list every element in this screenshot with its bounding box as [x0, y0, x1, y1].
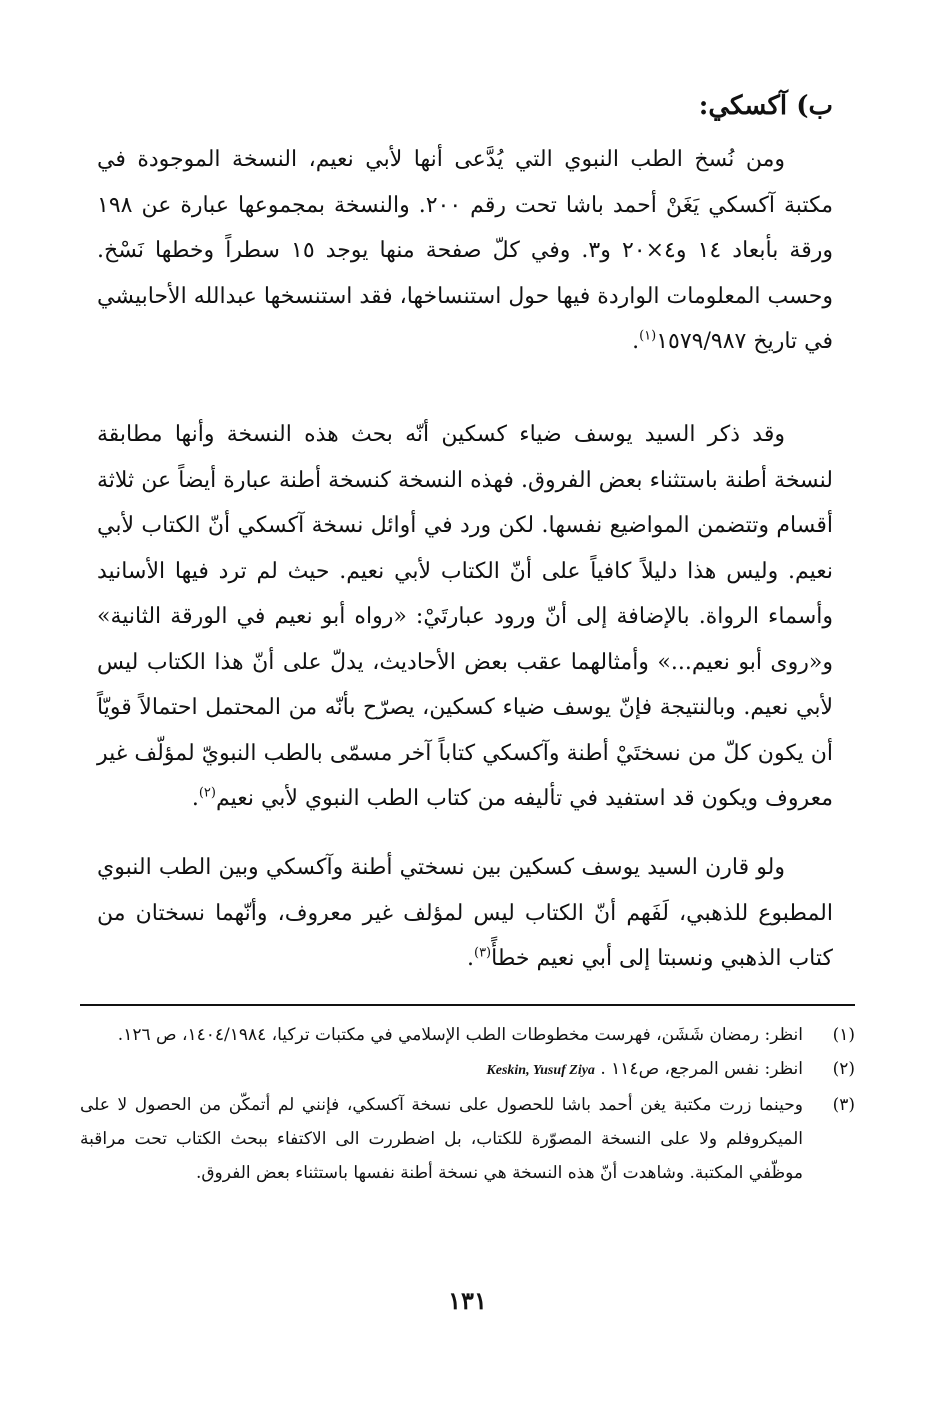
footnote-item [80, 1052, 855, 1088]
footnote-text: وحينما زرت مكتبة يغن أحمد باشا للحصول على نسخة آكسكي، فإنني لم أتمكّن من الحصول لا على الميكروفلم ولا على النسخة المصوّرة للكتاب، بل اضطررت الى الاكتفاء ببحث الكتاب تحت مراقبة موظّفي المكتبة. وشاهدت أنّ هذه النسخة هي نسخة أطنة نفسها باستثناء بعض الفروق. [80, 1095, 803, 1183]
footnote-item [80, 1088, 855, 1190]
footnote-item [80, 1018, 855, 1052]
paragraph-end: . [191, 786, 199, 811]
paragraph-text: وقد ذكر السيد يوسف ضياء كسكين أنّه بحث هذه النسخة وأنها مطابقة لنسخة أطنة باستثناء بعض الفروق. فهذه النسخة كنسخة أطنة عبارة أيضاً عن ثلاثة أقسام وتتضمن المواضيع نفسها. لكن ورد في أوائل نسخة آكسكي أنّ الكتاب لأبي نعيم. وليس هذا دليلاً كافياً على أنّ الكتاب لأبي نعيم. حيث لم ترد فيها الأسانيد وأسماء الرواة. بالإضافة إلى أنّ ورود عبارتَيْ: «رواه أبو نعيم في الورقة الثانية» و«روى أبو نعيم...» وأمثالهما عقب بعض الأحاديث، يدلّ على أنّ هذا الكتاب ليس لأبي نعيم. وبالنتيجة فإنّ يوسف ضياء كسكين، يصرّح بأنّه من المحتمل احتمالاً قويّاً أن يكون كلّ من نسختَيْ أطنة وآكسكي كتاباً آخر مسمّى بالطب النبويّ لمؤلّف غير معروف ويكون قد استفيد في تأليفه من كتاب الطب النبوي لأبي نعيم [97, 422, 833, 811]
page-number: ١٣١ [448, 1286, 487, 1315]
footnote-text: انظر: رمضان شَشَن، فهرست مخطوطات الطب الإسلامي في مكتبات تركيا، ١٤٠٤/١٩٨٤، ص ١٢٦. [117, 1025, 803, 1045]
body-paragraph-2 [97, 412, 833, 822]
footnotes-list [80, 1018, 855, 1190]
footnote-ref-3[interactable]: (٣) [473, 945, 492, 961]
footnote-number: (١) [832, 1025, 855, 1045]
footnote-number: (٣) [832, 1095, 855, 1115]
footnote-ref-2[interactable]: (٢) [198, 785, 216, 801]
paragraph-end: . [466, 946, 474, 971]
body-paragraph-3 [97, 845, 833, 982]
footnote-divider [80, 1004, 855, 1006]
paragraph-end: . [632, 329, 640, 354]
footnote-ref-1[interactable]: (١) [639, 328, 657, 344]
body-paragraph-1 [97, 137, 833, 365]
section-heading: ب) آكسكي: [698, 91, 833, 121]
paragraph-text: ولو قارن السيد يوسف كسكين بين نسختي أطنة وآكسكي وبين الطب النبوي المطبوع للذهبي، لَفَهم أنّ الكتاب ليس لمؤلف غير معروف، وأنّهما نسختان من كتاب الذهبي ونسبتا إلى أبي نعيم خطأً [97, 855, 833, 971]
footnote-text: انظر: نفس المرجع، ص١١٤ . [600, 1059, 803, 1079]
paragraph-text: ومن نُسخ الطب النبوي التي يُدَّعى أنها لأبي نعيم، النسخة الموجودة في مكتبة آكسكي يَغَنْ أحمد باشا تحت رقم ٢٠٠. والنسخة بمجموعها عبارة عن ١٩٨ ورقة بأبعاد ١٤ و٤×٢٠ و٣. وفي كلّ صفحة منها يوجد ١٥ سطراً وخطها نَسْخ. وحسب المعلومات الواردة فيها حول استنساخها، فقد استنسخها عبدالله الأحابيشي في تاريخ ١٥٧٩/٩٨٧ [97, 147, 834, 354]
footnote-latin-reference: Keskin, Yusuf Ziya [486, 1063, 595, 1078]
footnote-number: (٢) [832, 1059, 855, 1079]
